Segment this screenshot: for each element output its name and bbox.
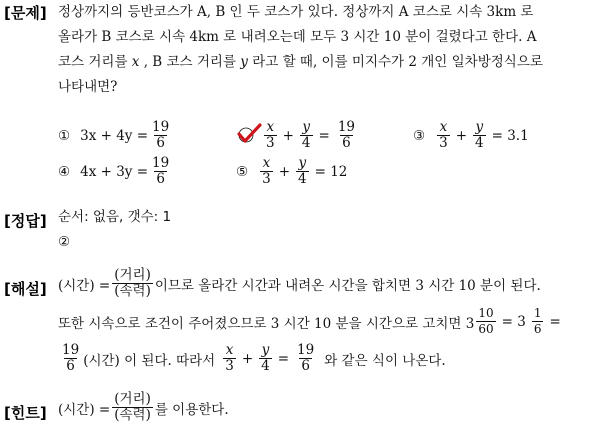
question-line-1: 정상까지의 등반코스가 A, B 인 두 코스가 있다. 정상까지 A 코스로 시속 3km 로 <box>58 4 534 20</box>
question-line-3: 코스 거리를 x , B 코스 거리를 y 라고 할 때, 이를 미지수가 2 개인 일차방정식으로 <box>58 54 543 70</box>
question-label: [문제] <box>4 4 47 22</box>
variable-y: y <box>240 54 248 70</box>
red-check-icon <box>236 122 262 146</box>
explanation-line-1: (시간) = $\frac{\text{(거리)}}{\text{(속력)}}$ 이므로 올라간 시간과 내려온 시간을 합치면 3 시간 10 분이 된다. <box>58 267 541 299</box>
choice-3[interactable]: ③ $\frac{x}{3}$ + $\frac{y}{4}$ = 3.1 <box>413 119 529 151</box>
question-line-2: 올라가 B 코스로 시속 4km 로 내려오는데 모두 3 시간 10 분이 걸렸다고 한다. A <box>58 29 537 45</box>
hint-label: [힌트] <box>4 404 47 422</box>
answer-meta: 순서: 없음, 갯수: 1 <box>58 209 172 225</box>
answer-value: ② <box>58 234 71 250</box>
explanation-line-2: 또한 시속으로 조건이 주어졌으므로 3 시간 10 분을 시간으로 고치면 3 $\frac{10}{60}$ = 3 $\frac{1}{6}$ = <box>58 306 561 336</box>
choice-4[interactable]: ④ 4x + 3y = $\frac{19}{6}$ <box>58 155 170 187</box>
explanation-label: [해설] <box>4 280 47 298</box>
hint-text: (시간) = $\frac{\text{(거리)}}{\text{(속력)}}$ 를 이용한다. <box>58 391 229 423</box>
choice-5[interactable]: ⑤ $\frac{x}{3}$ + $\frac{y}{4}$ = 12 <box>236 155 348 187</box>
choice-2[interactable]: $\frac{x}{3}$ + $\frac{y}{4}$ = $\frac{19}{6}$ <box>266 119 355 151</box>
answer-label: [정답] <box>4 212 47 230</box>
choice-1[interactable]: ① 3x + 4y = $\frac{19}{6}$ <box>58 119 170 151</box>
explanation-line-3: $\frac{19}{6}$ (시간) 이 된다. 따라서 $\frac{x}{3}$ + $\frac{y}{4}$ = $\frac{19}{6}$ 와 같은 식이 나온다. <box>62 342 446 374</box>
variable-x: x <box>131 54 140 70</box>
question-text <box>58 0 543 100</box>
question-line-4: 나타내면? <box>58 79 118 95</box>
